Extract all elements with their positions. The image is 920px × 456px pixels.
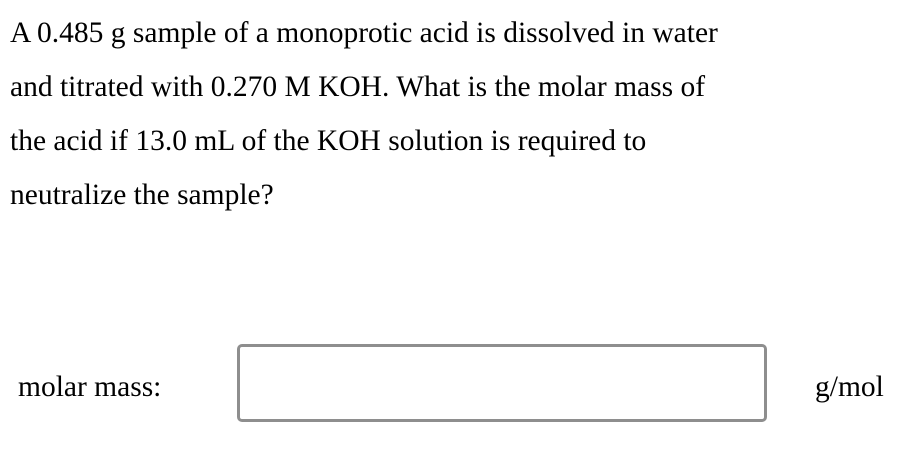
question-text: [10, 6, 910, 222]
question-line: neutralize the sample?: [10, 179, 274, 211]
question-line: the acid if 13.0 mL of the KOH solution is required to: [10, 125, 647, 157]
question-line: and titrated with 0.270 M KOH. What is the molar mass of: [10, 71, 706, 103]
molar-mass-label: molar mass:: [18, 371, 162, 403]
molar-mass-input[interactable]: [237, 344, 767, 422]
answer-row: [0, 344, 920, 428]
question-line: A 0.485 g sample of a monoprotic acid is dissolved in water: [10, 17, 718, 49]
unit-label: g/mol: [815, 371, 884, 403]
